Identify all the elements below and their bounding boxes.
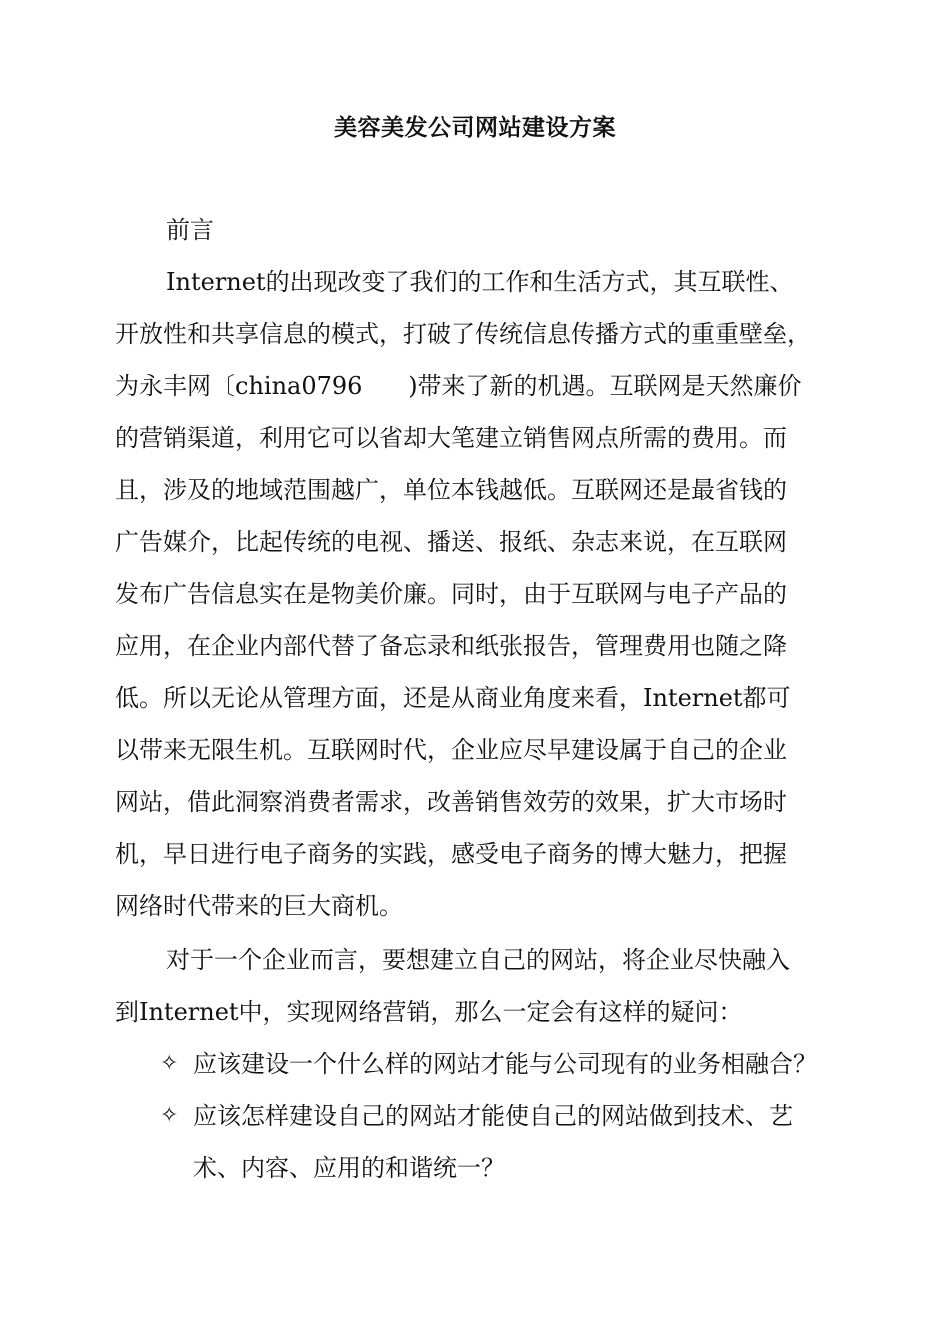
paragraph-line: 对于一个企业而言，要想建立自己的网站，将企业尽快融入 xyxy=(166,946,790,974)
paragraph-line: 且，涉及的地域范围越广，单位本钱越低。互联网还是最省钱的 xyxy=(115,476,787,504)
section-heading: 前言 xyxy=(166,216,214,244)
paragraph-line: 网络时代带来的巨大商机。 xyxy=(115,892,403,920)
bullet-diamond-icon: ✧ xyxy=(160,1051,179,1076)
paragraph-line: 以带来无限生机。互联网时代，企业应尽早建设属于自己的企业 xyxy=(115,736,787,764)
bullet-diamond-icon: ✧ xyxy=(160,1103,179,1128)
paragraph-line: Internet的出现改变了我们的工作和生活方式，其互联性、 xyxy=(166,268,794,296)
paragraph-line: 广告媒介，比起传统的电视、播送、报纸、杂志来说，在互联网 xyxy=(115,528,787,556)
paragraph-line: 网站，借此洞察消费者需求，改善销售效劳的效果，扩大市场时 xyxy=(115,788,787,816)
bullet-item: 应该怎样建设自己的网站才能使自己的网站做到技术、艺 xyxy=(193,1102,793,1130)
paragraph-line: 发布广告信息实在是物美价廉。同时，由于互联网与电子产品的 xyxy=(115,580,787,608)
paragraph-line: 机，早日进行电子商务的实践，感受电子商务的博大魅力，把握 xyxy=(115,840,787,868)
paragraph-line: 应用，在企业内部代替了备忘录和纸张报告，管理费用也随之降 xyxy=(115,632,787,660)
paragraph-line: 的营销渠道，利用它可以省却大笔建立销售网点所需的费用。而 xyxy=(115,424,787,452)
paragraph-line: 低。所以无论从管理方面，还是从商业角度来看，Internet都可 xyxy=(115,684,791,712)
bullet-item-continuation: 术、内容、应用的和谐统一？ xyxy=(193,1154,505,1182)
document-title: 美容美发公司网站建设方案 xyxy=(334,115,616,141)
paragraph-line: 到Internet中，实现网络营销，那么一定会有这样的疑问： xyxy=(115,998,743,1026)
bullet-item: 应该建设一个什么样的网站才能与公司现有的业务相融合？ xyxy=(193,1050,817,1078)
paragraph-line: 开放性和共享信息的模式，打破了传统信息传播方式的重重壁垒， xyxy=(115,320,811,348)
paragraph-line: 为永丰网〔china0796 )带来了新的机遇。互联网是天然廉价 xyxy=(115,372,802,400)
